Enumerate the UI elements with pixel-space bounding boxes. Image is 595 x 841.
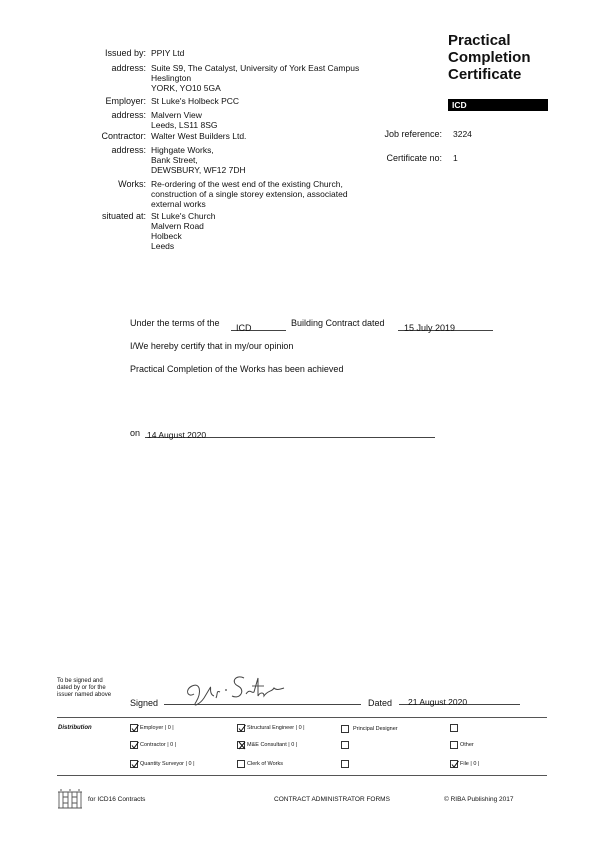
terms-mid: Building Contract dated [291, 318, 385, 328]
contract-badge: ICD [448, 99, 548, 111]
completion-statement: Practical Completion of the Works has been achieved [130, 364, 344, 374]
situated-label: situated at: [101, 211, 146, 221]
distribution-item-label: Clerk of Works [247, 761, 283, 767]
address-line: Leeds, LS11 8SG [151, 120, 218, 130]
checkbox[interactable] [341, 760, 349, 768]
certificate-no-label: Certificate no: [386, 153, 442, 163]
address-line: Bank Street, [151, 155, 198, 165]
checkbox[interactable] [450, 741, 458, 749]
works-description [151, 179, 348, 209]
address-line: Heslington [151, 73, 192, 83]
contractor-address [151, 145, 246, 175]
situated-address [151, 211, 215, 251]
checkbox[interactable] [341, 741, 349, 749]
sign-note-line: dated by or for the [57, 685, 106, 691]
address-line: Holbeck [151, 231, 182, 241]
contract-type-value: ICD [236, 323, 252, 333]
checkbox[interactable] [341, 725, 349, 733]
sign-note-line: issuer named above [57, 692, 112, 698]
issued-by-label: Issued by: [104, 48, 146, 58]
footer-contract-note: for ICD16 Contracts [88, 796, 146, 803]
address-line: Malvern Road [151, 221, 204, 231]
checkbox[interactable] [450, 760, 458, 768]
checkbox[interactable] [130, 760, 138, 768]
issued-by-value: PPIY Ltd [151, 48, 185, 58]
distribution-item-label: Employer | 0 | [140, 725, 174, 731]
title-line: Certificate [448, 66, 522, 83]
certificate-title [448, 32, 531, 83]
distribution-item-label: File | 0 | [460, 761, 480, 767]
job-reference-label: Job reference: [384, 129, 442, 139]
riba-logo-icon [57, 789, 83, 811]
dated-label: Dated [368, 698, 393, 708]
sign-note [57, 678, 111, 699]
employer-address-label: address: [111, 110, 146, 120]
address-line: Suite S9, The Catalyst, University of York East Campus [151, 63, 360, 73]
signed-date-value: 21 August 2020 [408, 697, 468, 707]
signed-label: Signed [130, 698, 159, 708]
works-line: Re-ordering of the west end of the existing Church, [151, 179, 343, 189]
terms-prefix: Under the terms of the [130, 318, 220, 328]
address-line: St Luke's Church [151, 211, 216, 221]
certificate-no-value: 1 [453, 153, 458, 163]
contract-date-value: 15 July 2019 [404, 323, 456, 333]
checkbox[interactable] [450, 724, 458, 732]
footer-copyright: © RIBA Publishing 2017 [444, 796, 514, 803]
footer-form-type: CONTRACT ADMINISTRATOR FORMS [274, 796, 390, 803]
distribution-item-label: Contractor | 0 | [140, 742, 177, 748]
address-line: YORK, YO10 5GA [151, 83, 221, 93]
issuer-address-label: address: [111, 63, 146, 73]
employer-value: St Luke's Holbeck PCC [151, 96, 240, 106]
sign-note-line: To be signed and [57, 678, 103, 684]
employer-address [151, 110, 217, 130]
distribution-label: Distribution [58, 725, 92, 731]
address-line: DEWSBURY, WF12 7DH [151, 165, 246, 175]
distribution-item-label: M&E Consultant | 0 | [247, 742, 298, 748]
checkbox[interactable] [237, 724, 245, 732]
contractor-value: Walter West Builders Ltd. [151, 131, 247, 141]
title-line: Practical [448, 32, 511, 49]
checkbox[interactable] [237, 760, 245, 768]
works-line: external works [151, 199, 206, 209]
checkbox[interactable] [130, 724, 138, 732]
contract-date-field [398, 318, 493, 331]
distribution-top-divider [57, 717, 547, 718]
checkbox[interactable] [130, 741, 138, 749]
employer-label: Employer: [105, 96, 146, 106]
certify-statement: I/We hereby certify that in my/our opinion [130, 341, 294, 351]
signature-image [180, 668, 290, 710]
completion-date-field [145, 425, 435, 438]
address-line: Malvern View [151, 110, 202, 120]
contractor-label: Contractor: [101, 131, 146, 141]
on-label: on [130, 428, 141, 438]
distribution-bottom-divider [57, 775, 547, 776]
contractor-address-label: address: [111, 145, 146, 155]
works-line: construction of a single storey extension, associated [151, 189, 348, 199]
works-label: Works: [118, 179, 146, 189]
distribution-item-label: Structural Engineer | 0 | [247, 725, 305, 731]
checkbox[interactable] [237, 741, 245, 749]
issuer-address [151, 63, 359, 93]
distribution-item-label: Principal Designer [353, 726, 398, 732]
job-reference-value: 3224 [453, 129, 472, 139]
distribution-grid [130, 724, 550, 774]
distribution-item-label: Quantity Surveyor | 0 | [140, 761, 195, 767]
address-line: Leeds [151, 241, 175, 251]
address-line: Highgate Works, [151, 145, 214, 155]
title-line: Completion [448, 49, 531, 66]
distribution-item-label: Other [460, 742, 474, 748]
signed-date-field [399, 692, 520, 705]
completion-date-value: 14 August 2020 [147, 430, 207, 440]
contract-type-field [231, 318, 286, 331]
